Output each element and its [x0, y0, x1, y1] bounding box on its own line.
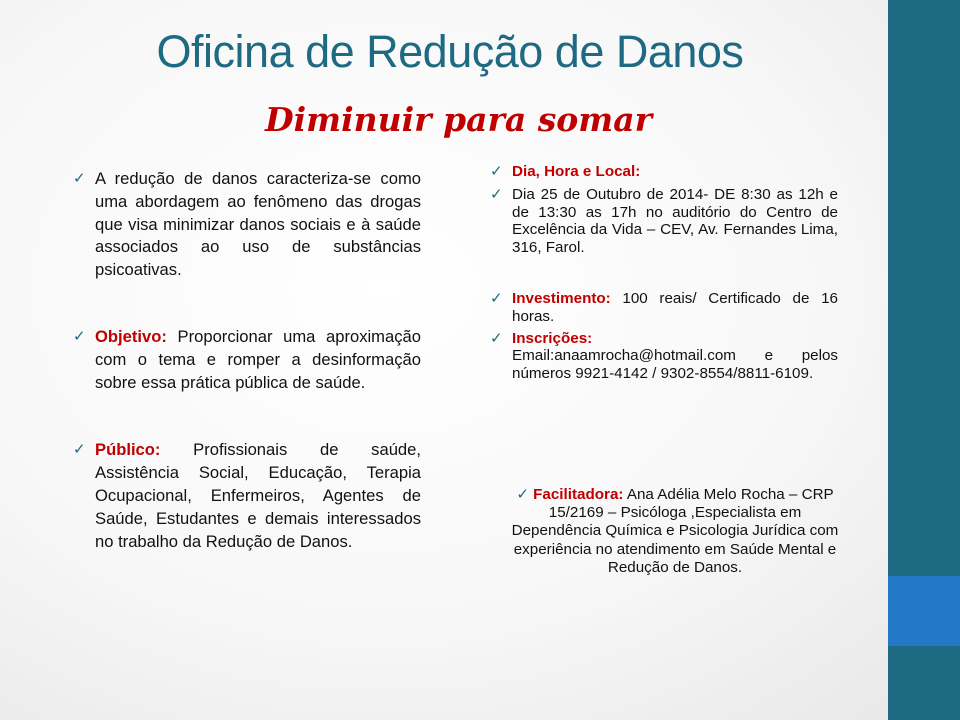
check-icon: ✓ — [73, 170, 86, 187]
facilitadora-text: Ana Adélia Melo Rocha – CRP 15/2169 – Psicóloga ,Especialista em Dependência Química e Psicologia Jurídica com experiência no atendimento em Saúde Mental e Redução de Danos. — [511, 486, 839, 576]
dia-bullet — [490, 186, 838, 257]
check-icon: ✓ — [490, 329, 503, 347]
left-column — [73, 168, 421, 553]
investimento-label: Investimento: — [512, 289, 611, 307]
check-icon: ✓ — [490, 289, 503, 307]
right-column — [490, 163, 838, 383]
publico-bullet — [73, 439, 421, 553]
check-icon: ✓ — [73, 441, 86, 459]
publico-text: Profissionais de saúde, Assistência Social, Educação, Terapia Ocupacional, Enfermeiros, Agentes de Saúde, Estudantes e demais interessados no trabalho da Redução de Danos. — [95, 440, 421, 551]
facilitadora-label: Facilitadora: — [533, 486, 624, 503]
check-icon: ✓ — [490, 185, 503, 203]
slide-title: Oficina de Redução de Danos — [156, 26, 744, 77]
objetivo-label: Objetivo: — [95, 326, 167, 346]
intro-bullet — [73, 168, 421, 282]
dia-text: Dia 25 de Outubro de 2014- DE 8:30 as 12h e de 13:30 as 17h no auditório do Centro de Excelência da Vida – CEV, Av. Fernandes Lima, 316, Farol. — [512, 185, 838, 257]
side-bar-highlight — [888, 576, 960, 646]
inscricoes-label: Inscrições: — [512, 329, 593, 347]
objetivo-text: Proporcionar uma aproximação com o tema e romper a desinformação sobre essa prática pública de saúde. — [95, 326, 421, 392]
investimento-bullet — [490, 290, 838, 326]
check-icon: ✓ — [73, 327, 86, 345]
check-icon: ✓ — [490, 163, 503, 180]
facilitadora-block — [505, 486, 845, 577]
dia-label-bullet — [490, 163, 838, 181]
slide-subtitle: Diminuir para somar — [265, 100, 652, 139]
publico-label: Público: — [95, 440, 161, 460]
objetivo-bullet — [73, 326, 421, 394]
investimento-text: 100 reais/ Certificado de 16 horas. — [512, 289, 838, 325]
check-icon: ✓ — [516, 486, 529, 503]
dia-label: Dia, Hora e Local: — [512, 163, 641, 180]
inscricoes-text: Email:anaamrocha@hotmail.com e pelos números 9921-4142 / 9302-8554/8811-6109. — [512, 347, 838, 383]
intro-text: A redução de danos caracteriza-se como uma abordagem ao fenômeno das drogas que visa minimizar danos sociais e à saúde associados ao uso de substâncias psicoativas. — [95, 169, 421, 280]
inscricoes-bullet — [490, 330, 838, 383]
